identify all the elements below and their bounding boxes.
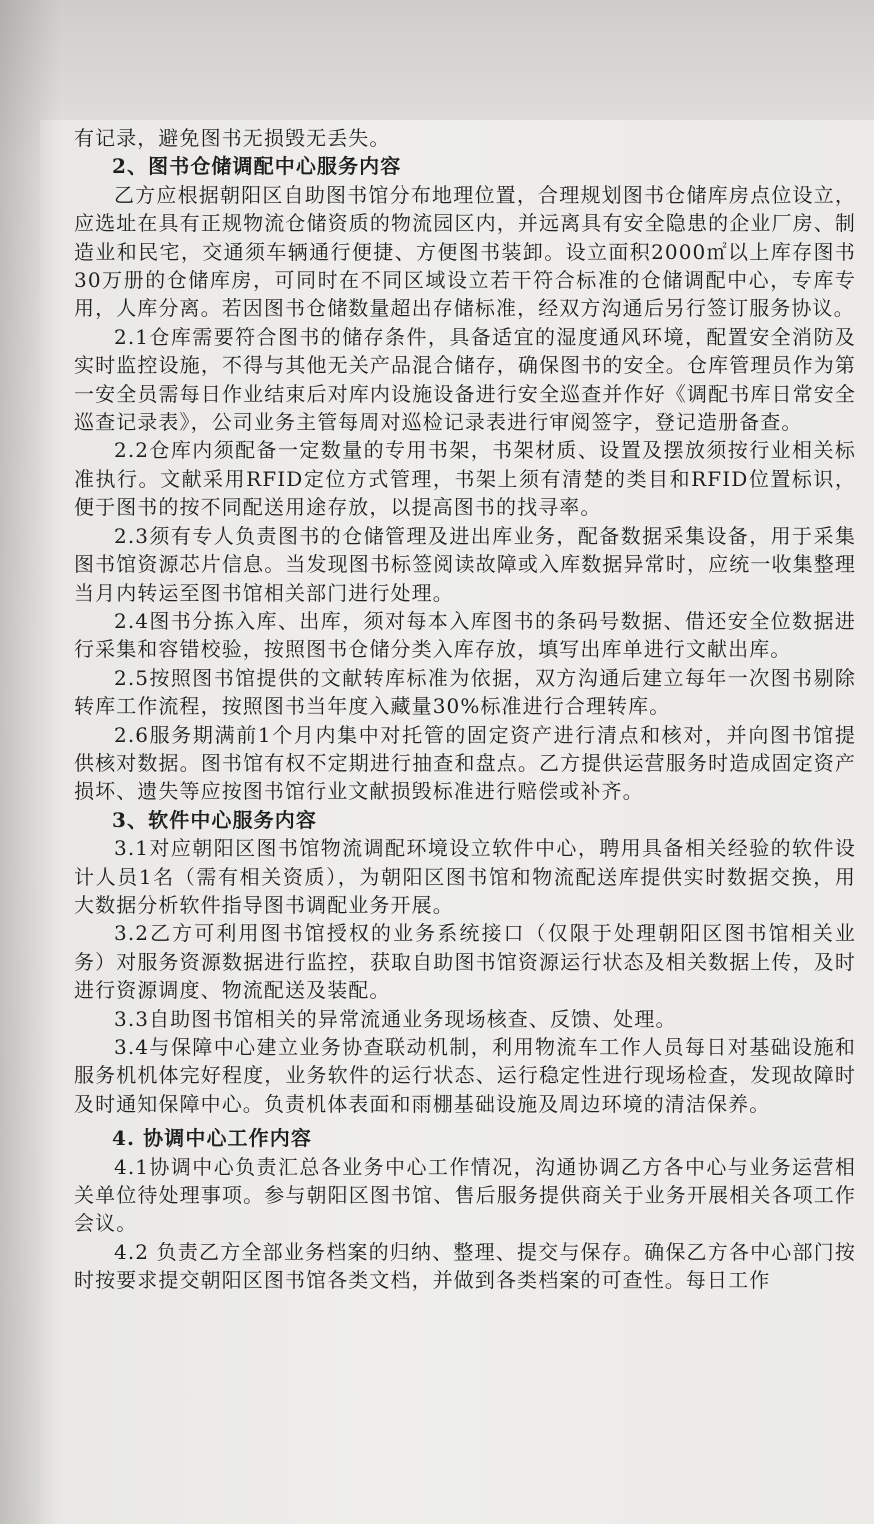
section-heading-3: 3、软件中心服务内容 [112,807,317,832]
paragraph-2-3: 2.3须有专人负责图书的仓储管理及进出库业务，配备数据采集设备，用于采集图书馆资源芯片信息。当发现图书标签阅读故障或入库数据异常时，应统一收集整理当月内转运至图书馆相关部门进行处理。 [74,523,856,605]
page-edge-shadow [0,0,60,1524]
paragraph-3-1: 3.1对应朝阳区图书馆物流调配环境设立软件中心，聘用具备相关经验的软件设计人员1名（需有相关资质），为朝阳区图书馆和物流配送库提供实时数据交换，用大数据分析软件指导图书调配业务开展。 [74,836,856,917]
section-heading-4: 4. 协调中心工作内容 [112,1126,312,1151]
paragraph-2-1: 2.1仓库需要符合图书的储存条件，具备适宜的湿度通风环境，配置安全消防及实时监控设施，不得与其他无关产品混合储存，确保图书的安全。仓库管理员作为第一安全员需每日作业结束后对库内设施设备进行安全巡查并作好《调配书库日常安全巡查记录表》，公司业务主管每周对巡检记录表进行审阅签字，登记造册备查。 [74,324,856,435]
paragraph-2-intro: 乙方应根据朝阳区自助图书馆分布地理位置，合理规划图书仓储库房点位设立，应选址在具有正规物流仓储资质的物流园区内，并远离具有安全隐患的企业厂房、制造业和民宅，交通须车辆通行便捷、方便图书装卸。设立面积2000㎡以上库存图书30万册的仓储库房，可同时在不同区域设立若干符合标准的仓储调配中心，专库专用，人库分离。若因图书仓储数量超出存储标准，经双方沟通后另行签订服务协议。 [74,182,856,321]
paragraph-4-2: 4.2 负责乙方全部业务档案的归纳、整理、提交与保存。确保乙方各中心部门按时按要求提交朝阳区图书馆各类文档，并做到各类档案的可查性。每日工作 [74,1239,856,1293]
paragraph-continuation: 有记录，避免图书无损毁无丢失。 [74,126,391,150]
paragraph-4-1: 4.1协调中心负责汇总各业务中心工作情况，沟通协调乙方各中心与业务运营相关单位待处理事项。参与朝阳区图书馆、售后服务提供商关于业务开展相关各项工作会议。 [74,1154,856,1236]
paragraph-2-5: 2.5按照图书馆提供的文献转库标准为依据，双方沟通后建立每年一次图书剔除转库工作流程，按照图书当年度入藏量30%标准进行合理转库。 [74,665,856,719]
paragraph-2-6: 2.6服务期满前1个月内集中对托管的固定资产进行清点和核对，并向图书馆提供核对数据。图书馆有权不定期进行抽查和盘点。乙方提供运营服务时造成固定资产损坏、遗失等应按图书馆行业文献损毁标准进行赔偿或补齐。 [74,722,856,804]
paragraph-3-2: 3.2乙方可利用图书馆授权的业务系统接口（仅限于处理朝阳区图书馆相关业务）对服务资源数据进行监控，获取自助图书馆资源运行状态及相关数据上传，及时进行资源调度、物流配送及装配。 [74,921,856,1003]
paragraph-2-2: 2.2仓库内须配备一定数量的专用书架，书架材质、设置及摆放须按行业相关标准执行。文献采用RFID定位方式管理，书架上须有清楚的类目和RFID位置标识，便于图书的按不同配送用途存放，以提高图书的找寻率。 [74,438,856,520]
document-body [74,124,856,1295]
paragraph-3-4: 3.4与保障中心建立业务协查联动机制，利用物流车工作人员每日对基础设施和服务机机体完好程度，业务软件的运行状态、运行稳定性进行现场检查，发现故障时及时通知保障中心。负责机体表面和雨棚基础设施及周边环境的清洁保养。 [74,1035,856,1116]
section-heading-2: 2、图书仓储调配中心服务内容 [112,154,402,179]
paragraph-3-3: 3.3自助图书馆相关的异常流通业务现场核查、反馈、处理。 [114,1006,677,1031]
paragraph-2-4: 2.4图书分拣入库、出库，须对每本入库图书的条码号数据、借还安全位数据进行采集和容错校验，按照图书仓储分类入库存放，填写出库单进行文献出库。 [74,608,856,662]
